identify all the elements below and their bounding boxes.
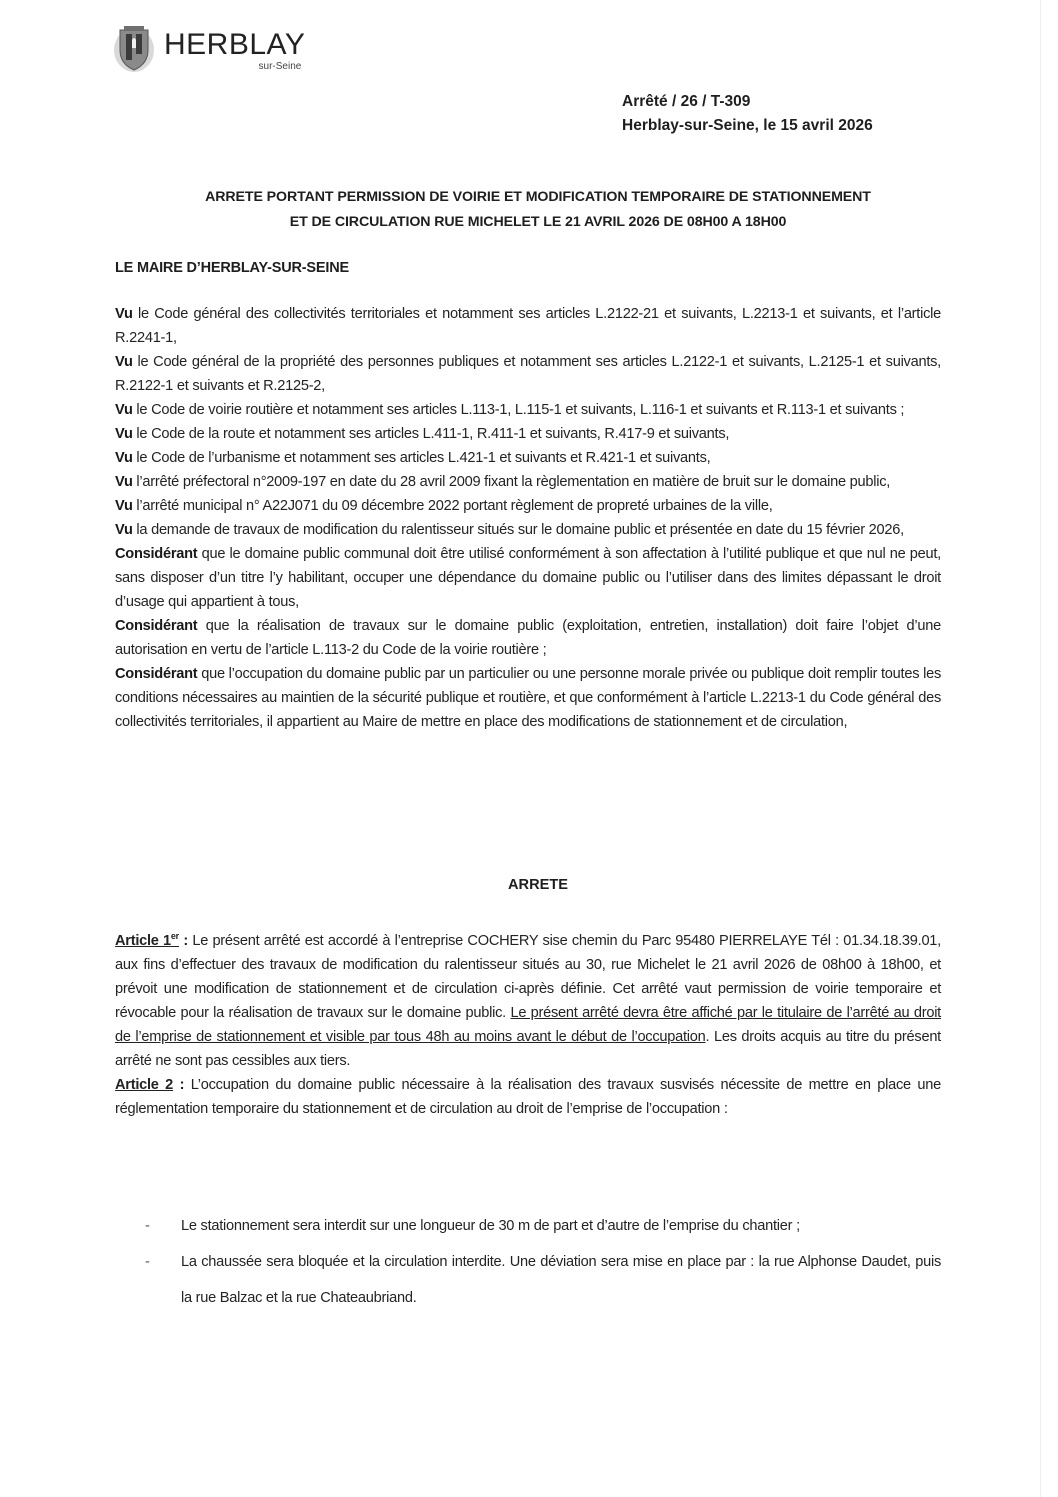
recital-lead: Vu xyxy=(115,402,133,418)
measures-list xyxy=(145,1208,941,1316)
recital-text: que l’occupation du domaine public par un particulier ou une personne morale privée ou publique doit remplir toutes les conditions nécessaires au maintien de la sécurité publique et routière, et que conformément à l’article L.2213-1 du Code général des collectivités territoriales, il appartient au Maire de mettre en place des modifications de stationnement et de circulation, xyxy=(115,666,941,730)
articles xyxy=(115,924,941,1121)
recital xyxy=(115,446,941,470)
recital xyxy=(115,422,941,446)
city-crest-icon xyxy=(112,24,156,74)
recital-text: que la réalisation de travaux sur le domaine public (exploitation, entretien, installation) doit faire l’objet d’une autorisation en vertu de l’article L.113-2 du Code de la voirie routière ; xyxy=(115,618,941,658)
recital xyxy=(115,350,941,398)
recital-text: l’arrêté municipal n° A22J071 du 09 décembre 2022 portant règlement de propreté urbaines de la ville, xyxy=(132,498,773,514)
article-2-text: L’occupation du domaine public nécessaire à la réalisation des travaux susvisés nécessite de mettre en place une réglementation temporaire du stationnement et de circulation au droit de l’emprise de l’occupation : xyxy=(115,1076,941,1117)
recital xyxy=(115,494,941,518)
recital xyxy=(115,518,941,542)
recital-lead: Vu xyxy=(115,474,133,490)
recital xyxy=(115,542,941,614)
recital xyxy=(115,470,941,494)
city-logo xyxy=(112,24,305,80)
recital-lead: Vu xyxy=(115,354,133,370)
recital-lead: Vu xyxy=(115,306,133,322)
recital-text: que le domaine public communal doit être utilisé conformément à son affectation à l’utilité publique et que nul ne peut, sans disposer d’un titre l’y habilitant, occuper une dépendance du domaine public ou l’utiliser dans des limites dépassant le droit d’usage qui appartient à tous, xyxy=(115,546,941,610)
article-2-label: Article 2 xyxy=(115,1076,174,1093)
recital xyxy=(115,662,941,734)
issuing-authority: LE MAIRE D’HERBLAY-SUR-SEINE xyxy=(115,260,349,276)
recital-lead: Considérant xyxy=(115,618,198,634)
recital xyxy=(115,398,941,422)
decision-heading: ARRETE xyxy=(508,877,568,893)
recital-text: l’arrêté préfectoral n°2009-197 en date du 28 avril 2009 fixant la règlementation en matière de bruit sur le domaine public, xyxy=(132,474,891,490)
article-1-posting-requirement: Le présent arrêté devra être affiché par le titulaire de l’arrêté au droit de l’emprise de stationnement et visible par tous 48h au moins avant le début de l’occupation xyxy=(115,1004,941,1045)
scan-edge-line xyxy=(1040,0,1041,1497)
title-line-1: ARRETE PORTANT PERMISSION DE VOIRIE ET MODIFICATION TEMPORAIRE DE STATIONNEMENT xyxy=(205,189,871,205)
article-1-label xyxy=(115,933,179,949)
article-2 xyxy=(115,1073,941,1121)
recital-text: le Code de voirie routière et notamment ses articles L.113-1, L.115-1 et suivants, L.116-1 et suivants et R.113-1 et suivants ; xyxy=(132,402,905,418)
recital-text: la demande de travaux de modification du ralentisseur situés sur le domaine public et présentée en date du 15 février 2026, xyxy=(132,522,904,538)
recital-lead: Considérant xyxy=(115,546,198,562)
city-subtitle: sur-Seine xyxy=(258,61,302,72)
measure-text: Le stationnement sera interdit sur une longueur de 30 m de part et d’autre de l’emprise du chantier ; xyxy=(181,1218,800,1234)
article-1-separator: : xyxy=(178,932,193,949)
recital-lead: Vu xyxy=(115,450,133,466)
decree-number: Arrêté / 26 / T-309 xyxy=(622,93,751,110)
recital-lead: Vu xyxy=(115,426,133,442)
recital xyxy=(115,614,941,662)
article-1-label-text: Article 1 xyxy=(115,932,171,949)
recital-text: le Code général des collectivités territoriales et notamment ses articles L.2122-21 et suivants, L.2213-1 et suivants, et l’article R.2241-1, xyxy=(115,306,941,346)
measure-item xyxy=(145,1244,941,1316)
dash-bullet-icon: - xyxy=(145,1254,150,1270)
dash-bullet-icon: - xyxy=(145,1218,150,1234)
article-1-label-sup: er xyxy=(170,931,179,941)
measure-text: La chaussée sera bloquée et la circulation interdite. Une déviation sera mise en place par : la rue Alphonse Daudet, puis la rue Balzac et la rue Chateaubriand. xyxy=(181,1254,941,1306)
recital-lead: Vu xyxy=(115,498,133,514)
city-name: HERBLAY xyxy=(164,28,306,61)
recital-lead: Considérant xyxy=(115,666,198,682)
document-title xyxy=(110,185,966,235)
article-1-text: Le présent arrêté est accordé à l’entreprise COCHERY sise chemin du Parc 95480 PIERRELAYE Tél : 01.34.18.39.01, aux fins d’effectuer des travaux de modification du ralentisseur situés au 30, rue Michelet le 21 avril 2026 de 08h00 à 18h00, et prévoit une modification de stationnement et de circulation ci-après définie. Cet arrêté vaut permission de voirie temporaire et révocable pour la réalisation de travaux sur le domaine public. xyxy=(115,932,941,1021)
title-line-2: ET DE CIRCULATION RUE MICHELET LE 21 AVRIL 2026 DE 08H00 A 18H00 xyxy=(289,214,787,230)
measure-item xyxy=(145,1208,941,1244)
place-and-date: Herblay-sur-Seine, le 15 avril 2026 xyxy=(622,117,873,134)
recital xyxy=(115,302,941,350)
article-2-separator: : xyxy=(173,1076,191,1093)
article-1 xyxy=(115,924,941,1073)
recital-text: le Code général de la propriété des personnes publiques et notamment ses articles L.2122-1 et suivants, L.2125-1 et suivants, R.2122-1 et suivants et R.2125-2, xyxy=(115,354,941,394)
article-1-text-end: . Les droits acquis au titre du présent arrêté ne sont pas cessibles aux tiers. xyxy=(115,1028,941,1069)
recital-text: le Code de la route et notamment ses articles L.411-1, R.411-1 et suivants, R.417-9 et suivants, xyxy=(132,426,730,442)
recital-text: le Code de l’urbanisme et notamment ses articles L.421-1 et suivants et R.421-1 et suivants, xyxy=(132,450,711,466)
recital-lead: Vu xyxy=(115,522,133,538)
recitals xyxy=(115,302,941,734)
reference-block xyxy=(622,90,873,138)
